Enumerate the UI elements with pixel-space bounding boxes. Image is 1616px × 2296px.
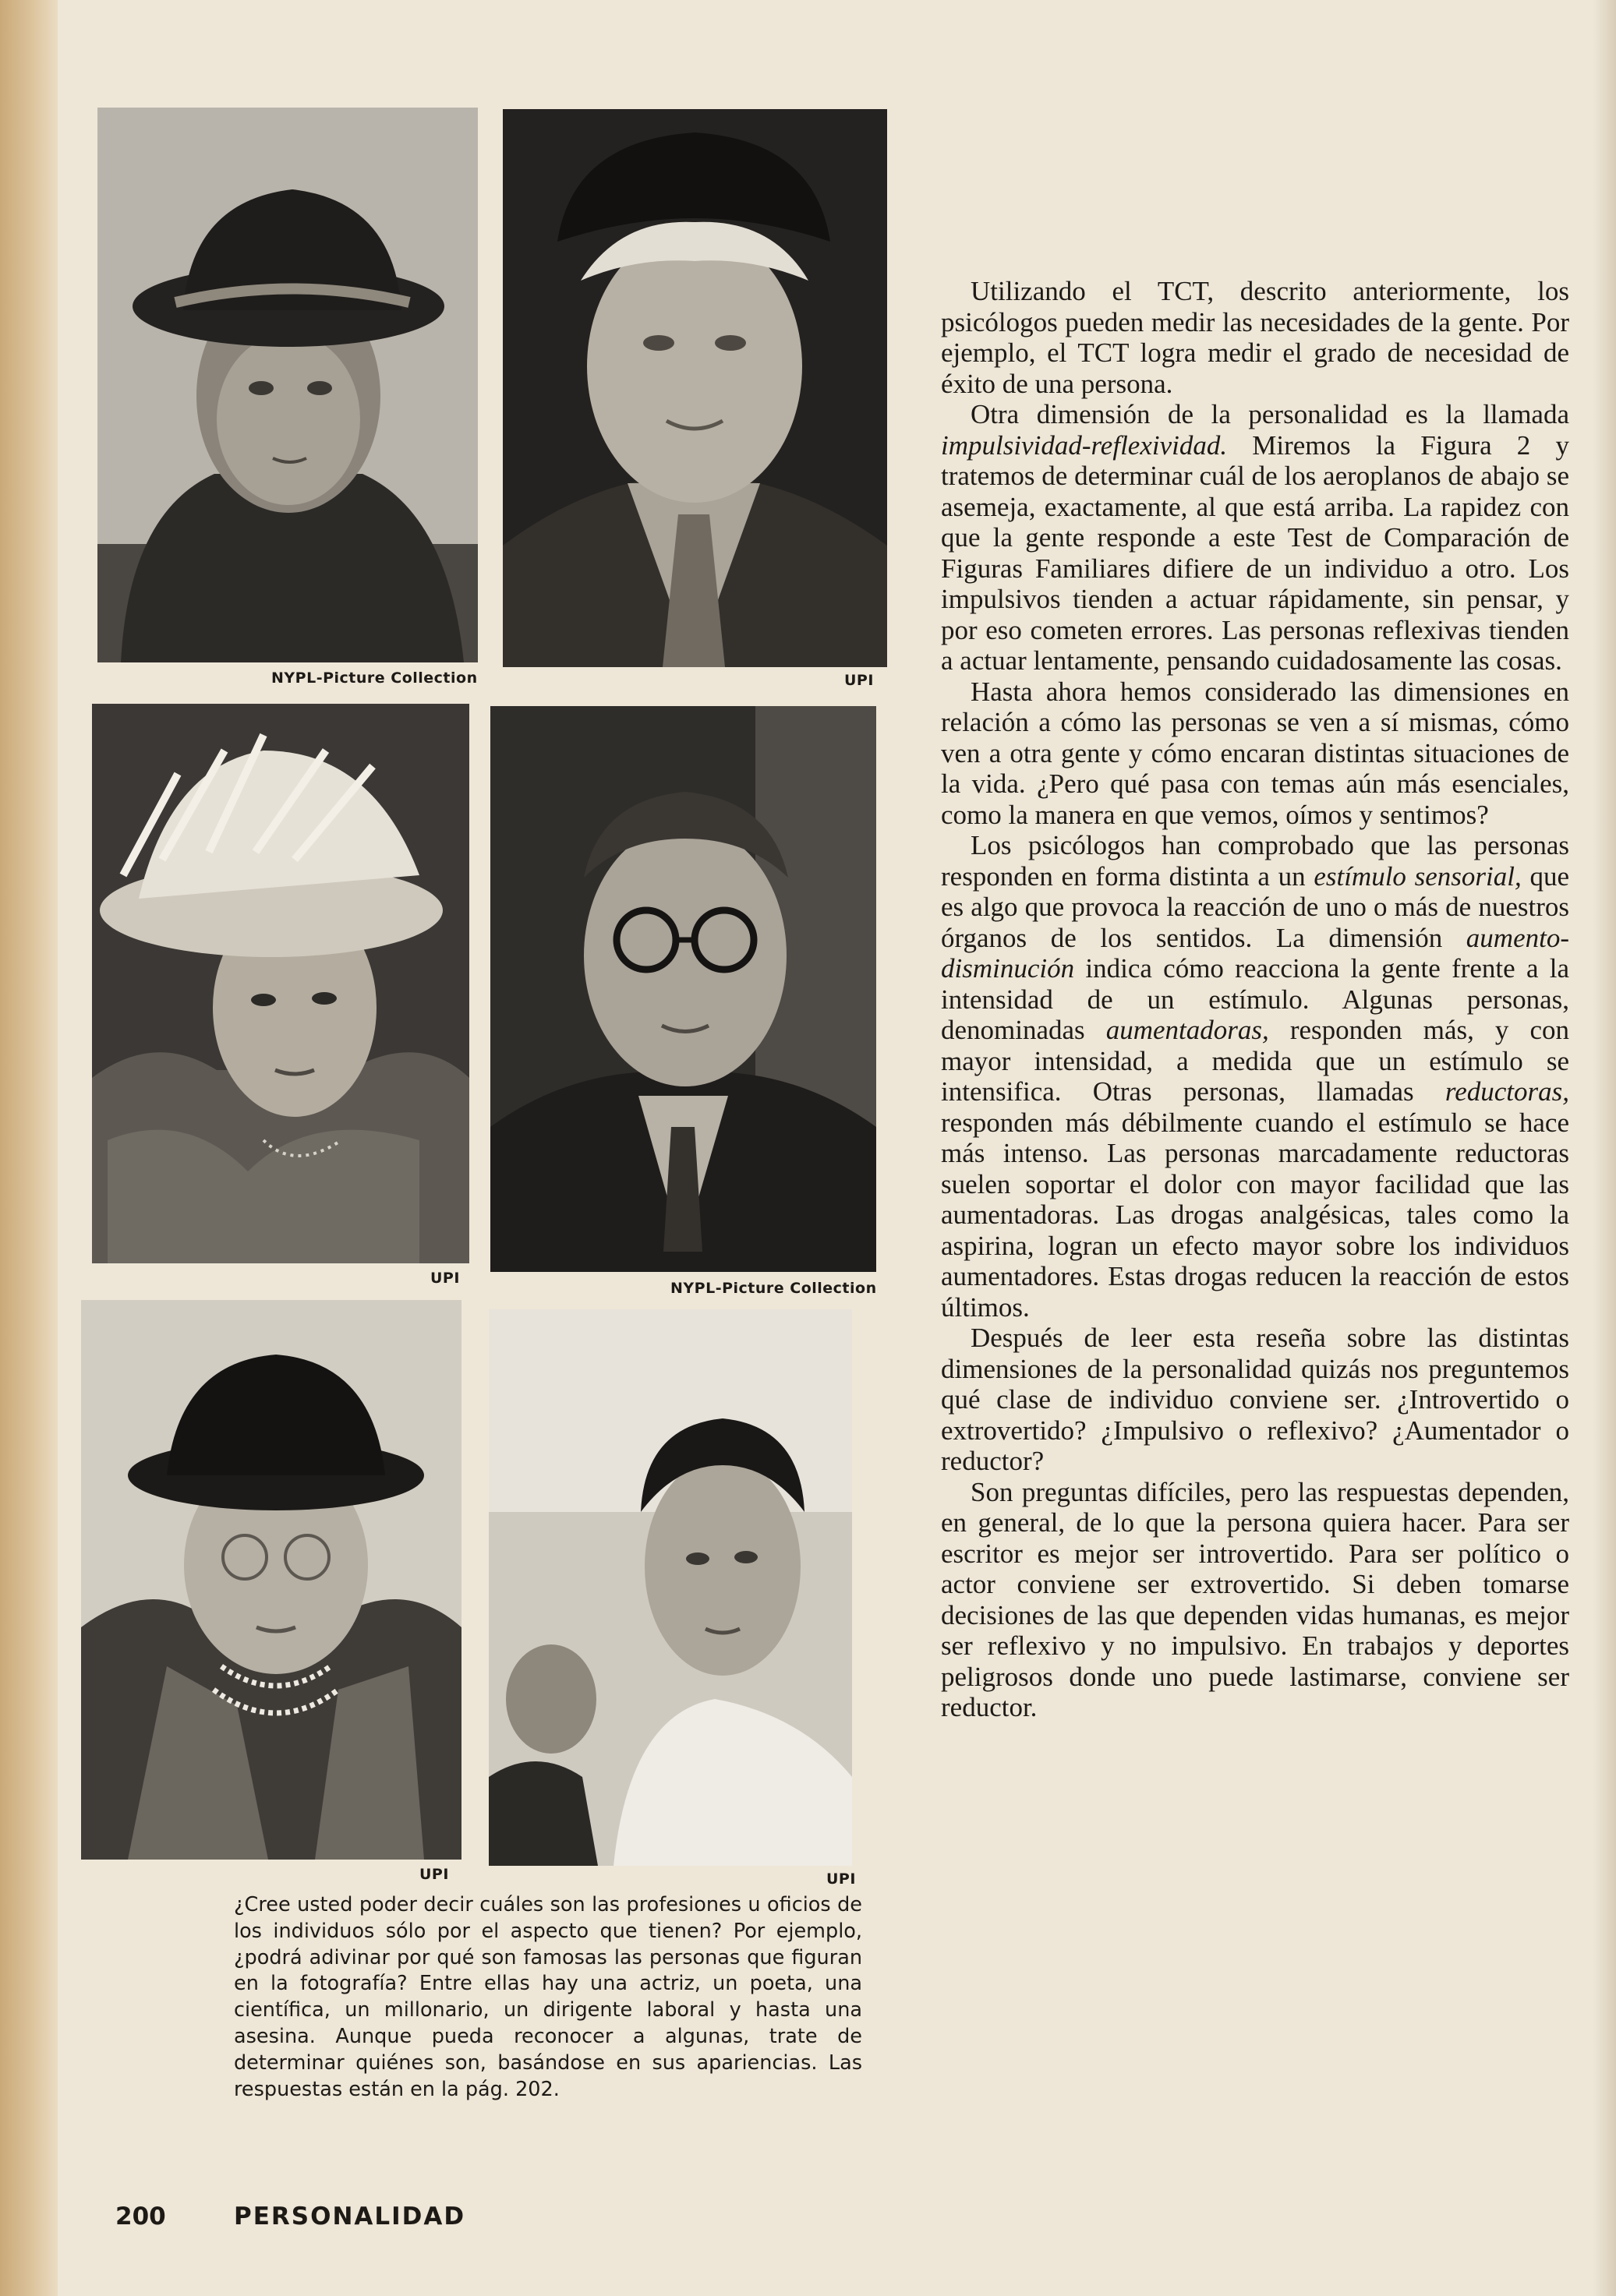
article-body: [941, 276, 1569, 1723]
text-run: Miremos la Figura 2 y tratemos de determinar cuál de los aeroplanos de abajo se asemeja, exactamente, al que está arriba. La rapidez con que la gente responde a este Test de Comparación de Figuras Familiares difiere de un individuo a otro. Los impulsivos tienden a actuar rápidamente, sin pensar, y por eso cometen errores. Las personas reflexivas tienden a actuar lentamente, pensando cuidadosamente las cosas.: [941, 429, 1569, 676]
photo-credit: UPI: [419, 1866, 449, 1883]
portrait-photo-man-hat-tie: [503, 109, 887, 667]
page-number: 200: [115, 2202, 166, 2231]
portrait-photo-elderly-woman-pearls: [81, 1300, 461, 1860]
portrait-photo-woman-feathered-hat: [92, 704, 469, 1263]
emphasis-term: estímulo sensorial,: [1314, 860, 1522, 892]
text-run: que es algo que provoca la reacción de uno o más de nuestros órganos de los sentidos. La dimensión: [941, 860, 1569, 953]
page-edge: [1593, 0, 1616, 2296]
emphasis-term: impulsividad-reflexividad.: [941, 429, 1228, 461]
page-spine: [0, 0, 58, 2296]
body-paragraph: Después de leer esta reseña sobre las distintas dimensiones de la personalidad quizás nos preguntemos qué clase de individuo conviene ser. ¿Introvertido o extrovertido? ¿Impulsivo o reflexivo? ¿Aumentador o reductor?: [941, 1323, 1569, 1476]
body-paragraph: [941, 399, 1569, 676]
emphasis-term: aumentadoras,: [1105, 1015, 1269, 1045]
portrait-photo-man-round-glasses: [490, 706, 876, 1272]
emphasis-term: reductoras,: [1444, 1076, 1569, 1107]
portrait-photo-woman-cloche-hat: [97, 108, 478, 662]
text-run: responden más, y con mayor intensidad, a medida que un estímulo se intensifica. Otras personas, llamadas: [941, 1015, 1569, 1107]
photo-credit: UPI: [430, 1270, 460, 1287]
photo-caption: ¿Cree usted poder decir cuáles son las profesiones u oficios de los individuos sólo por el aspecto que tienen? Por ejemplo, ¿podrá adivinar por qué son famosas las personas que figuran en la fotografía? Entre ellas hay una actriz, un poeta, una científica, un millonario, un dirigente laboral y hasta una asesina. Aunque pueda reconocer a algunas, trate de determinar quiénes son, basándose en sus apariencias. Las respuestas están en la pág. 202.: [234, 1893, 862, 2101]
photo-credit: NYPL-Picture Collection: [271, 669, 478, 687]
text-run: Los psicólogos han comprobado que las personas responden en forma distinta a un: [941, 830, 1569, 892]
text-run: Otra dimensión de la personalidad es la llamada: [971, 399, 1569, 429]
photo-credit: NYPL-Picture Collection: [670, 1280, 877, 1297]
body-paragraph: [941, 830, 1569, 1323]
text-run: responden más débilmente cuando el estímulo se hace más intenso. Las personas marcadamente reductoras suelen soportar el dolor con mayor facilidad que las aumentadoras. Las drogas analgésicas, tales como la aspirina, logran un efecto mayor sobre los individuos aumentadores. Estas drogas reducen la reacción de estos últimos.: [941, 1107, 1569, 1323]
text-run: indica cómo reacciona la gente frente a la intensidad de un estímulo. Algunas personas, denominadas: [941, 953, 1569, 1045]
portrait-photo-young-man: [489, 1309, 852, 1866]
photo-credit: UPI: [826, 1870, 856, 1888]
body-paragraph: Hasta ahora hemos considerado las dimensiones en relación a cómo las personas se ven a sí mismas, cómo ven a otra gente y cómo encaran distintas situaciones de la vida. ¿Pero qué pasa con temas aún más esenciales, como la manera en que vemos, oímos y sentimos?: [941, 676, 1569, 830]
section-running-head: PERSONALIDAD: [234, 2202, 466, 2231]
body-paragraph: Utilizando el TCT, descrito anteriormente, los psicólogos pueden medir las necesidades de la gente. Por ejemplo, el TCT logra medir el grado de necesidad de éxito de una persona.: [941, 276, 1569, 399]
photo-credit: UPI: [844, 672, 874, 689]
body-paragraph: Son preguntas difíciles, pero las respuestas dependen, en general, de lo que la persona quiera hacer. Para ser escritor es mejor ser introvertido. Para ser político o actor conviene ser extrovertido. Si deben tomarse decisiones de las que dependen vidas humanas, es mejor ser reflexivo y no impulsivo. En trabajos y deportes peligrosos donde uno puede lastimarse, conviene ser reductor.: [941, 1476, 1569, 1722]
emphasis-term: aumento-disminución: [941, 922, 1569, 984]
